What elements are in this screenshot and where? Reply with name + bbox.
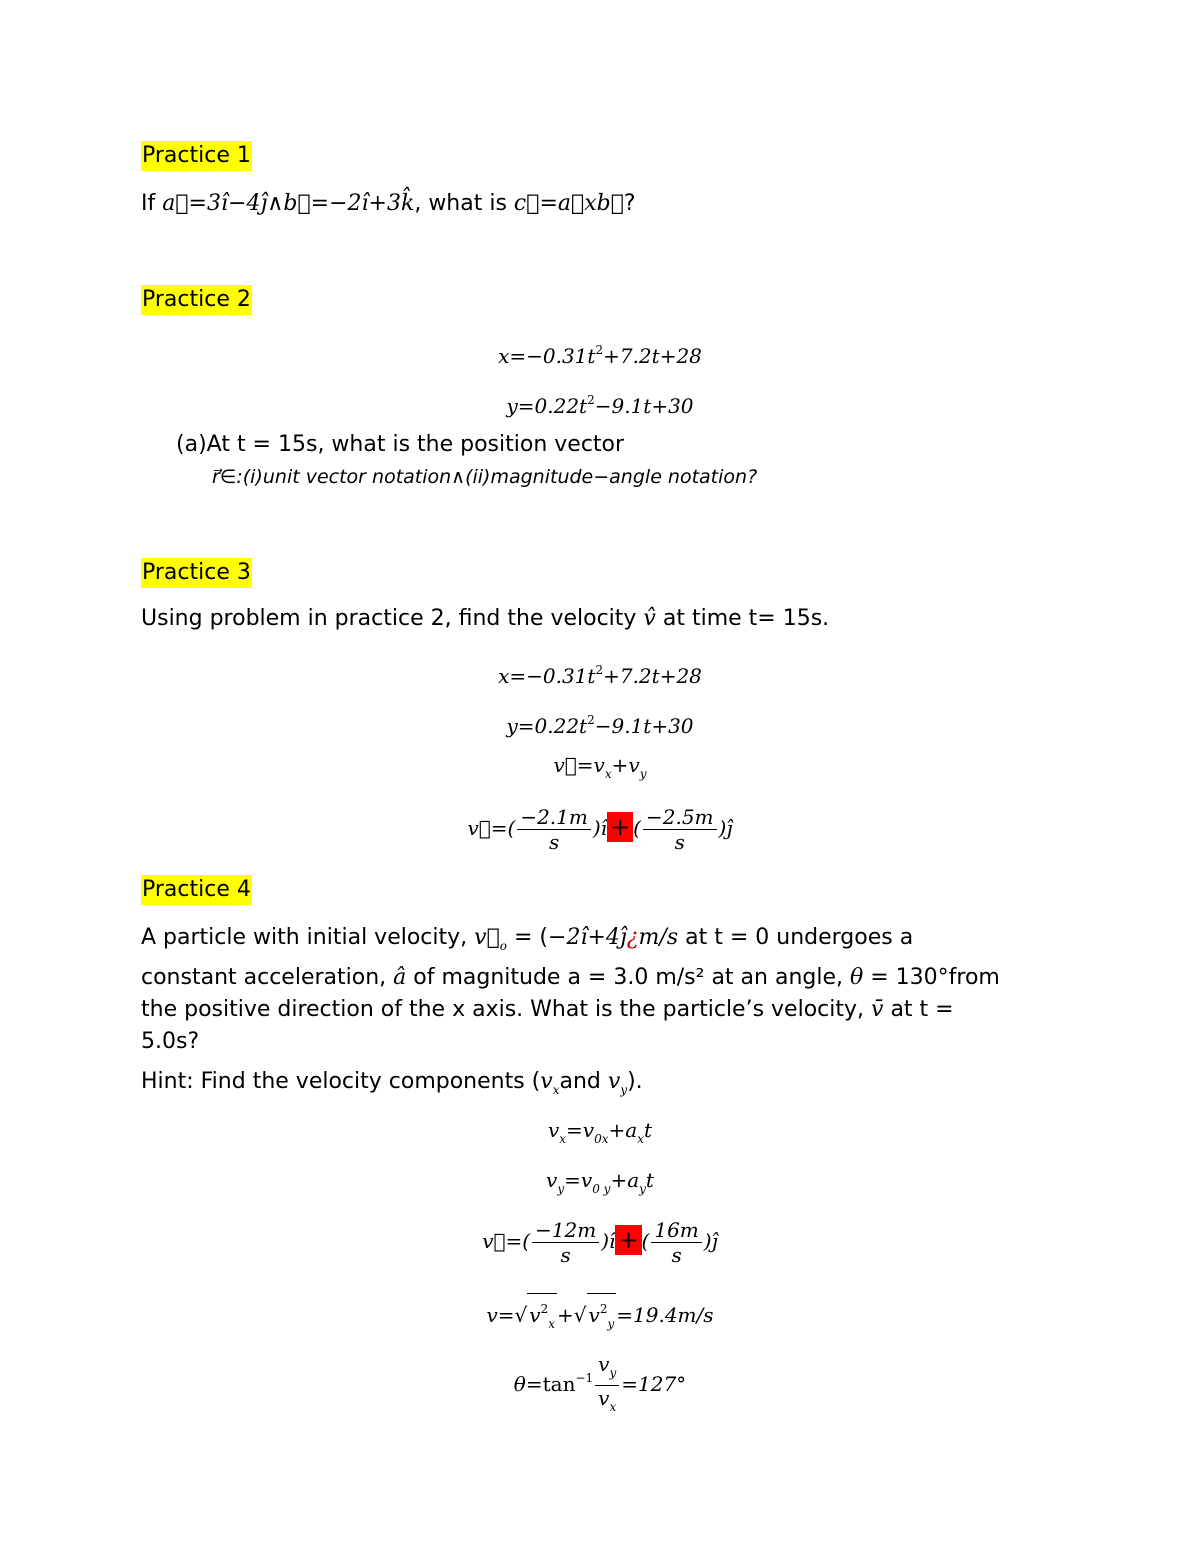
p4-l1-v0-sub: o (499, 939, 508, 953)
p4-eq2-a-sub: y (557, 1182, 565, 1196)
p4-eq2-b-sub: 0 y (592, 1182, 611, 1196)
p2-equation-y (0, 385, 1200, 421)
p4-l3-vbar: v̄ (871, 997, 884, 1022)
p4-l2-end: = 130°from (863, 965, 1000, 990)
practice-1-question (141, 188, 1061, 220)
p4-l3-prefix: the positive direction of the x axis. What is the particle’s velocity, (141, 997, 872, 1022)
p4-l3-end: at t = (883, 997, 954, 1022)
q1-math-cross: c⃗=a⃗xb⃗ (513, 191, 624, 216)
p2-eqx-exp: 2 (595, 343, 604, 357)
p4-plus-highlight: + (615, 1225, 641, 1255)
practice-4-heading: Practice 4 (141, 875, 252, 905)
p4-l2-prefix: constant acceleration, (141, 965, 394, 990)
p4-eq4-root2-exp: 2 (599, 1302, 608, 1316)
p4-eq4-root1-sub: x (548, 1317, 556, 1331)
p4-eq1-c: +a (608, 1118, 638, 1142)
p4-eq1-c-sub: x (637, 1132, 644, 1146)
p4-equation-vy (0, 1165, 1200, 1204)
p2-eqy-rhs: −9.1t+30 (594, 394, 694, 418)
p4-eq1-a: v (547, 1118, 560, 1142)
p4-eq4-root2-sub: y (607, 1317, 615, 1331)
p2-eqx-lhs: x=−0.31t (498, 344, 596, 368)
p4-open2: ( (641, 1229, 650, 1253)
p4-frac2-num: 16m (651, 1218, 701, 1243)
p4-eq4-lhs: v= (486, 1303, 515, 1327)
p2-equation-x (0, 335, 1200, 371)
p4-frac-2 (651, 1218, 701, 1267)
p3-eqx-lhs: x=−0.31t (498, 664, 596, 688)
p3-eqx-rhs: +7.2t+28 (603, 664, 702, 688)
p3-v-sub-y: y (639, 767, 647, 781)
p4-l1-vector: −2î+4ĵ (548, 925, 627, 950)
p4-eq1-b-sub: 0x (594, 1132, 609, 1146)
p2-item-a-text: At t = 15s, what is the position vector (206, 432, 625, 457)
p2-item-a-math: r⃗∈:(i)unit vector notation∧(ii)magnitude−angle notation? (212, 466, 758, 488)
p4-vres-lhs: v⃗=( (482, 1229, 531, 1253)
q1-mid: , what is (414, 191, 514, 216)
p4-hint-prefix: Hint: Find the velocity components ( (141, 1069, 541, 1094)
q1-end: ? (623, 191, 636, 216)
p3-frac-2 (643, 805, 717, 854)
p3-frac1-den: s (548, 830, 560, 854)
p4-sqrt-sign-1: √ (514, 1303, 528, 1327)
p4-eq5-exp: −1 (575, 1371, 594, 1385)
p4-eq4-root2: v (588, 1303, 600, 1327)
practice-4-question (141, 922, 1061, 1058)
p4-equation-v-result (0, 1213, 1200, 1269)
p2-eqy-lhs: y=0.22t (506, 394, 588, 418)
p4-l2-mid: of magnitude a = 3.0 m/s² at an angle, (406, 965, 850, 990)
p3-frac2-den: s (674, 830, 685, 854)
practice-1-heading: Practice 1 (141, 141, 252, 171)
p4-part-i: )î (601, 1229, 616, 1253)
p4-sqrt-2 (587, 1293, 617, 1339)
p4-eq1-a-sub: x (559, 1132, 567, 1146)
p4-equation-angle (0, 1350, 1200, 1419)
p4-l1-v0: v⃗ (474, 925, 500, 950)
p3-v-plus: +v (611, 753, 640, 777)
p4-sqrt-1 (527, 1293, 557, 1339)
p4-eq5-frac (595, 1352, 619, 1419)
p4-hint-v1: v (540, 1069, 553, 1094)
p4-hint (141, 1066, 1061, 1106)
p4-sqrt-sign-2: √ (573, 1303, 587, 1327)
p4-l1-unit: m/s (638, 925, 679, 950)
p2-item-a-label: (a) (176, 432, 207, 457)
p4-eq2-b: =v (564, 1168, 593, 1192)
p3-open2: ( (633, 816, 641, 840)
p4-l1-prefix: A particle with initial velocity, (141, 925, 475, 950)
p2-item-a (176, 430, 624, 460)
p4-hint-v1-sub: x (552, 1083, 560, 1097)
p4-eq5-lhs: θ= (513, 1372, 543, 1396)
p3-part-i: )î (592, 816, 608, 840)
p4-eq5-rhs: =127° (621, 1372, 687, 1396)
p4-frac1-den: s (560, 1243, 571, 1267)
p4-eq2-d: t (645, 1168, 654, 1192)
p4-hint-and: and (559, 1069, 608, 1094)
p3-frac-1 (517, 805, 591, 854)
p3-v-sum-a: v⃗=v (553, 753, 605, 777)
p3-eqx-exp: 2 (595, 663, 604, 677)
p3-equation-v-result (0, 800, 1200, 856)
p4-eq5-den-v: v (598, 1386, 610, 1410)
q1-prefix: If (141, 191, 163, 216)
p4-line-3 (141, 994, 1061, 1026)
p4-eq2-c: +a (610, 1168, 640, 1192)
p4-hint-v2-sub: y (620, 1083, 628, 1097)
p4-frac2-den: s (671, 1243, 682, 1267)
q3-prefix: Using problem in practice 2, find the velocity (141, 606, 644, 631)
practice-2-heading: Practice 2 (141, 285, 252, 315)
p3-plus-highlight: + (607, 812, 633, 842)
p2-eqx-rhs: +7.2t+28 (603, 344, 702, 368)
p3-part-j: )ĵ (718, 816, 733, 840)
p4-hint-v2: v (607, 1069, 621, 1094)
p3-equation-x (0, 655, 1200, 691)
p4-line-1 (141, 922, 1061, 962)
practice-3-heading: Practice 3 (141, 558, 252, 588)
p4-l2-theta: θ (850, 965, 864, 990)
q3-end: at time t= 15s. (655, 606, 830, 631)
p3-frac1-num: −2.1m (517, 805, 591, 830)
p4-eq5-tan: tan (542, 1372, 576, 1396)
p4-part-j: )ĵ (703, 1229, 718, 1253)
p4-eq2-c-sub: y (639, 1182, 646, 1196)
p4-equation-vx (0, 1115, 1200, 1154)
p4-line-2 (141, 962, 1061, 994)
p4-frac-1 (532, 1218, 599, 1267)
p4-eq5-num-v: v (598, 1352, 610, 1376)
p4-eq5-den-sub: x (609, 1400, 617, 1414)
practice-3-question (141, 603, 1061, 635)
p4-hint-end: ). (627, 1069, 643, 1094)
p4-eq5-den (595, 1386, 619, 1419)
p4-l2-ahat: â (393, 965, 407, 990)
p4-l1-red-char: ¿ (626, 925, 639, 950)
p4-equation-magnitude (0, 1293, 1200, 1339)
p4-l1-mid: = ( (507, 925, 549, 950)
p4-eq4-root1: v (529, 1303, 541, 1327)
q1-math-vectors: a⃗=3î−4ĵ∧b⃗=−2î+3k̂ (162, 191, 415, 216)
p3-frac2-num: −2.5m (643, 805, 717, 830)
p3-equation-y (0, 705, 1200, 741)
p4-eq1-d: t (643, 1118, 653, 1142)
p3-eqy-lhs: y=0.22t (506, 714, 588, 738)
p4-eq4-plus: + (557, 1303, 574, 1327)
p3-eqy-exp: 2 (587, 713, 595, 727)
p4-frac1-num: −12m (532, 1218, 599, 1243)
p2-eqy-exp: 2 (587, 393, 595, 407)
q3-math-v: v̂ (643, 606, 656, 631)
p4-line-4: 5.0s? (141, 1029, 200, 1054)
p3-eqy-rhs: −9.1t+30 (594, 714, 694, 738)
p3-v-sub-x: x (604, 767, 612, 781)
p3-vres-lhs: v⃗=( (467, 816, 516, 840)
p4-eq4-rhs: =19.4m/s (616, 1303, 714, 1327)
p3-equation-v-sum (0, 750, 1200, 789)
p4-eq4-root1-exp: 2 (540, 1302, 549, 1316)
p4-eq5-num (595, 1352, 619, 1386)
p4-eq2-a: v (546, 1168, 558, 1192)
p4-l1-end: at t = 0 undergoes a (678, 925, 914, 950)
p4-eq5-num-sub: y (609, 1366, 617, 1380)
p4-eq1-b: =v (566, 1118, 595, 1142)
